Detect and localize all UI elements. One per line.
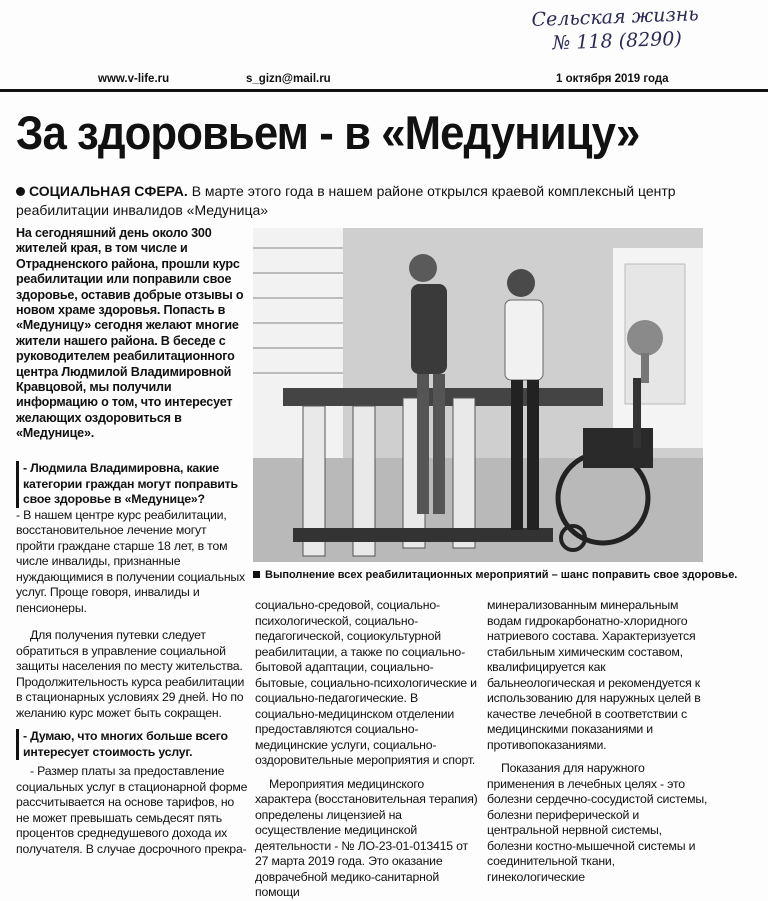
column-2-paragraph-1: социально-средовой, социально-психологической, социально-педагогической, социокультурной реабилитации, а также по социально-бытовой адаптации, социально-бытовые, социально-психологические и социально-педагогические. В социально-медицинском отделении предоставляются социально-медицинские услуги, социально-оздоровительные мероприятия и спорт. <box>255 598 477 767</box>
caption-text: Выполнение всех реабилитационных мероприятий – шанс поправить свое здоровье. <box>265 569 738 581</box>
lead-text: В марте этого года в нашем районе открылся краевой комплексный центр реабилитации инвалидов «Медуница» <box>16 183 676 218</box>
answer-1: - В нашем центре курс реабилитации, восстановительное лечение могут пройти граждане старше 18 лет, в том числе инвалиды, признанные нуждающимися в получении социальных услуг. Проще говоря, инвалиды и пенсионеры. <box>16 507 246 615</box>
page-header <box>0 73 768 89</box>
issue-date: 1 октября 2019 года <box>556 73 669 85</box>
article-title: За здоровьем - в «Медуницу» <box>16 106 640 159</box>
photo-caption <box>253 569 738 581</box>
answer-2: - Размер платы за предоставление социальных услуг в стационарной форме рассчитывается на основе тарифов, но не может превышать семьдесят пять процентов среднедушевого дохода их получателя. В случае досрочного прекра- <box>16 764 248 856</box>
handwritten-note <box>531 0 763 63</box>
article-lead <box>16 182 696 220</box>
column-2-paragraph-2: Мероприятия медицинского характера (восстановительная терапия) определены лицензией на осуществление медицинской деятельности - № ЛО-23-01-013415 от 27 марта 2019 года. Это оказание доврачебной медико-санитарной помощи <box>255 776 478 899</box>
square-bullet-icon <box>253 571 260 578</box>
column-2 <box>255 598 480 901</box>
answer-1-continued: Для получения путевки следует обратиться в управление социальной защиты населения по месту жительства. Продолжительность курса реабилитации в стационарных условиях 29 дней. Но по желанию курс может быть сокращен. <box>16 628 245 720</box>
column-3-paragraph-1: минерализованным минеральным водам гидрокарбонатно-хлоридного натриевого состава. Характеризуется стабильным химическим составом, квалифицируется как бальнеологическая и рекомендуется к использованию для наружных целей в качестве лечебной в соответствии с медицинскими показаниями и противопоказаниями. <box>487 598 701 752</box>
email-link[interactable]: s_gizn@mail.ru <box>246 73 331 85</box>
rehab-photo-illustration <box>253 228 703 562</box>
intro-paragraph: На сегодняшний день около 300 жителей края, в том числе и Отрадненского района, прошли курс реабилитации или поправили свое здоровье, оставив добрые отзывы о новом храме здоровья. Попасть в «Медуницу» сегодня желают многие жители нашего района. В беседе с руководителем реабилитационного центра Людмилой Владимировной Кравцовой, мы получили информацию о том, что интересует желающих оздоровиться в «Медунице». <box>16 226 244 441</box>
handwritten-line-2: № 118 (8290) <box>551 27 683 55</box>
question-2: - Думаю, что многих больше всего интересует стоимость услуг. <box>16 729 248 760</box>
website-link[interactable]: www.v-life.ru <box>98 73 170 85</box>
header-rule <box>0 89 768 92</box>
question-1: - Людмила Владимировна, какие категории граждан могут поправить свое здоровье в «Медунице»? <box>16 461 248 508</box>
column-3 <box>487 598 709 885</box>
rubric: СОЦИАЛЬНАЯ СФЕРА. <box>29 183 188 199</box>
handwritten-line-1: Сельская жизнь <box>531 3 700 32</box>
bullet-icon <box>16 187 25 196</box>
article-photo <box>253 228 703 562</box>
column-3-paragraph-2: Показания для наружного применения в лечебных целях - это болезни сердечно-сосудистой системы, болезни периферической и центральной нервной системы, болезни костно-мышечной системы и соединительной ткани, гинекологические <box>487 761 708 884</box>
column-1 <box>16 461 248 857</box>
